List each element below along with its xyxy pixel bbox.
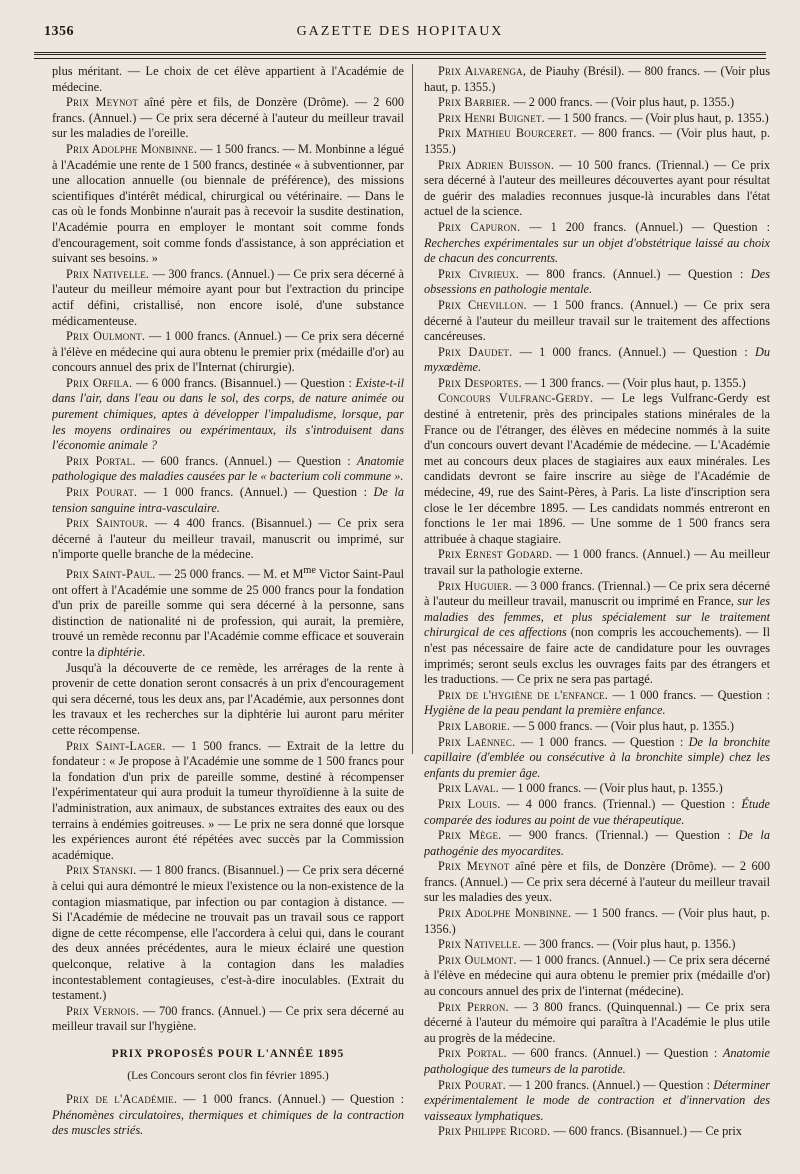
- prize-name: Prix Huguier.: [438, 578, 513, 593]
- prize-entry: [424, 220, 770, 267]
- prize-text: — 25 000 francs. — M. et M: [155, 567, 304, 582]
- prize-text: — 1 500 francs. — (Voir plus haut, p. 1355.): [544, 110, 769, 125]
- prize-text: — 1 500 francs. — M. Monbinne a légué à l'Académie une rente de 1 500 francs, destinée « à subventionner, par une allocation annuelle (ou biennale de préférence), des missions scientifiques d'intérêt médical, chirurgical ou vétérinaire. — Dans le cas où le fonds Monbinne n'aurait pas à recevoir la susdite destination, l'Académie pourra en employer le montant soit comme fonds d'encouragement, soit comme fonds d'assistance, à son appréciation et suivant ses besoins. »: [52, 141, 404, 266]
- prize-text: — 700 francs. (Annuel.) — Ce prix sera décerné au meilleur travail sur l'hygiène.: [52, 1003, 404, 1034]
- prize-name: Prix Desportes.: [438, 375, 522, 390]
- prize-text: — 1 000 francs. (Annuel.) — Question :: [137, 485, 374, 500]
- prize-entry: [424, 267, 770, 298]
- prize-name: Prix Adolphe Monbinne.: [66, 141, 198, 156]
- page-header: [34, 18, 766, 55]
- prize-entry: [424, 906, 770, 937]
- prize-name: Prix Philippe Ricord.: [438, 1124, 551, 1139]
- prize-question: diphtérie: [97, 645, 143, 660]
- prize-text: — 600 francs. (Annuel.) — Question :: [506, 1046, 723, 1061]
- prize-name: Prix Saint-Paul.: [66, 567, 156, 582]
- prize-entry: [52, 485, 404, 516]
- prize-name: Prix de l'Académie.: [66, 1092, 178, 1107]
- prize-text: — 10 500 francs. (Triennal.) — Ce prix sera décerné à l'auteur des meilleures découvertes ayant pour résultat de guérir des maladies reconnues jusque-là incurables dans l'état actuel de la science.: [424, 157, 770, 219]
- prize-name: Prix Pourat.: [66, 485, 138, 500]
- prize-text: — 4 400 francs. (Bisannuel.) — Ce prix sera décerné à l'auteur du meilleur travail, manuscrit ou imprimé, sur n'importe quelle branche de la médecine.: [52, 516, 404, 562]
- prize-entry: [52, 1092, 404, 1139]
- prize-text: — 1 000 francs. (Annuel.) — Question :: [177, 1092, 404, 1107]
- prize-entry: [424, 298, 770, 345]
- prize-entry: [424, 828, 770, 859]
- prize-name: Prix Louis.: [438, 796, 501, 811]
- prize-name: Prix Chevillon.: [438, 297, 527, 312]
- prize-text: — 1 000 francs. (Annuel.) — Au meilleur travail sur la pathologie externe.: [424, 547, 770, 577]
- prize-entry: [424, 781, 770, 797]
- prize-name: Prix Oulmont.: [66, 329, 146, 344]
- prize-text: — 300 francs. (Annuel.) — Ce prix sera décerné à l'auteur du meilleur mémoire ayant pour but l'extraction du principe actif défini, cristallisé, non encore isolé, d'une substance médicamenteuse.: [52, 266, 404, 328]
- prize-entry: [424, 797, 770, 828]
- prize-question: Recherches expérimentales sur un objet d'obstétrique laissé au choix de chacun des concurrents.: [424, 235, 770, 266]
- prize-text: — 6 000 francs. (Bisannuel.) — Question :: [132, 375, 356, 390]
- right-column: [424, 64, 770, 1154]
- prize-text: — 2 000 francs. — (Voir plus haut, p. 1355.): [510, 95, 735, 110]
- prize-name: Prix Nativelle.: [438, 937, 521, 952]
- prize-name: Prix Meynot: [66, 95, 139, 110]
- prize-entry: [52, 516, 404, 563]
- paragraph-text: Jusqu'à la découverte de ce remède, les arrérages de la rente à provenir de cette donation seront consacrés à un prix d'encouragement qui sera décerné, tous les deux ans, par l'Académie, aux personnes dont les travaux et les recherches sur la diphtérie lui auront paru mériter cette récompense.: [52, 660, 404, 738]
- prize-question: De la pathogénie des myocardites.: [424, 828, 770, 858]
- prize-entry: [424, 547, 770, 578]
- prize-name: Prix Vernois.: [66, 1003, 139, 1018]
- prize-name: Prix Mège.: [438, 828, 502, 843]
- prize-entry: [52, 267, 404, 329]
- prize-text: — 1 000 francs. — (Voir plus haut, p. 1355.): [498, 781, 723, 796]
- prize-entry: [52, 454, 404, 485]
- prize-name: Prix Civrieux.: [438, 266, 519, 281]
- prize-name: Prix Adolphe Monbinne.: [438, 906, 572, 921]
- header-rule: [34, 58, 766, 59]
- prize-text: (non compris les accouchements). — Il n'est pas nécessaire de faire acte de candidature pour les ouvrages imprimés; seront seuls exclus les ouvrages faits par des étrangers et les traductions. — Ce prix ne sera pas partagé.: [424, 625, 770, 687]
- prize-name: Prix Portal.: [438, 1046, 507, 1061]
- prize-entry: [424, 158, 770, 220]
- prize-text: — 600 francs. (Bisannuel.) — Ce prix: [550, 1124, 742, 1139]
- prize-question: Déterminer expérimentalement le mode de contraction et d'innervation des vaisseaux lymphatiques.: [424, 1077, 770, 1123]
- prize-name: Prix Laval.: [438, 781, 499, 796]
- prize-name: Prix Oulmont.: [438, 952, 517, 967]
- prize-text: — 300 francs. — (Voir plus haut, p. 1356.): [520, 937, 736, 952]
- prize-question: Anatomie pathologique des maladies causées par le « bacterium coli commune ».: [52, 453, 404, 484]
- prize-entry: [52, 376, 404, 454]
- prize-text: — 3 800 francs. (Quinquennal.) — Ce prix sera décerné à l'auteur du mémoire qui paraîtra à l'Académie le plus utile au progrès de la médecine.: [424, 999, 770, 1045]
- prize-text: — 5 000 francs. — (Voir plus haut, p. 1355.): [510, 718, 734, 733]
- prize-text: — 1 500 francs. (Annuel.) — Ce prix sera décerné à l'auteur du meilleur travail sur le traitement des affections cancéreuses.: [424, 297, 770, 344]
- prize-question: sur les maladies des femmes, et plus spécialement sur le traitement chirurgical de ces affections: [424, 594, 770, 640]
- prize-name: Prix Barbier.: [438, 95, 511, 110]
- prize-entry: [424, 1000, 770, 1047]
- section-subtitle: (Les Concours seront clos fin février 1895.): [127, 1069, 329, 1082]
- paragraph-text: plus méritant. — Le choix de cet élève appartient à l'Académie de médecine.: [52, 64, 404, 94]
- prize-entry: [52, 863, 404, 1003]
- prize-entry: [424, 376, 770, 392]
- prize-name: Prix Laborie.: [438, 718, 511, 733]
- prize-entry: [424, 1046, 770, 1077]
- prize-text: — 1 200 francs. (Annuel.) — Question :: [505, 1077, 714, 1092]
- prize-text: — 1 300 francs. — (Voir plus haut, p. 1355.): [521, 375, 746, 390]
- prize-name: Prix Henri Buignet.: [438, 110, 545, 125]
- prize-text: — Le legs Vulfranc-Gerdy est destiné à entretenir, près des principales stations minérales de la France ou de l'étranger, des élèves en médecine nommés à la suite d'un concours ouvert devant l'Académie de médecine. — L'Académie met au concours deux places de stagiaires aux eaux minérales. Les candidats devront se faire inscrire au siège de l'Académie de médecine, 49, rue des Saint-Pères, à Paris. La liste d'inscription sera close le 1er décembre 1895. — Les candidats nommés entreront en fonctions le 1er mai 1896. — Une somme de 1 500 francs sera attribuée à chaque stagiaire.: [424, 391, 770, 546]
- left-column: [52, 64, 404, 1154]
- prize-text: aîné père et fils, de Donzère (Drôme). — 2 600 francs. (Annuel.) — Ce prix sera décerné à l'auteur du meilleur travail sur les maladies de l'oreille.: [52, 95, 404, 141]
- prize-question: Étude comparée des iodures au point de vue thérapeutique.: [424, 796, 770, 827]
- prize-text: — 600 francs. (Annuel.) — Question :: [135, 453, 357, 468]
- prize-text: — 1 000 francs. (Annuel.) — Question :: [512, 344, 755, 359]
- page-number: 1356: [44, 24, 74, 39]
- prize-name: Prix Alvarenga: [438, 64, 523, 78]
- prize-text: — 1 500 francs. — Extrait de la lettre du fondateur : « Je propose à l'Académie une somme de 1 500 francs pour la fondation d'un prix de pareille somme, destiné à récompenser l'expérimentateur qui aura produit la tumeur thyroïdienne à la suite de l'administration, aux animaux, de substances extraites des eaux ou des terrains à endémies goitreuses. » — Le prix ne sera donné que lorsque les expériences auront été répétées avec succès par la Commission académique.: [52, 738, 404, 862]
- prize-name: Prix Stanski.: [66, 863, 137, 878]
- prize-name: Prix Adrien Buisson.: [438, 157, 555, 172]
- section-title: PRIX PROPOSÉS POUR L'ANNÉE 1895: [111, 1047, 345, 1060]
- prize-text: — 1 800 francs. (Bisannuel.) — Ce prix sera décerné à celui qui aura démontré le mieux l'existence ou la non-existence de la contagion miasmatique, par infection ou par contagion à distance. — Si l'Académie de médecine ne trouvait pas un travail sous ce rapport digne de cette récompense, elle l'accordera à celui qui, dans le courant des deux années précédentes, aura le mieux éclairé une question quelconque, relative à la contagion dans les maladies incontestablement contagieuses, c'est-à-dire inoculables. (Extrait du testament.): [52, 863, 404, 1003]
- prize-name: Prix Meynot: [438, 859, 510, 874]
- prize-text: — 800 francs. — (Voir plus haut, p. 1355.): [424, 126, 770, 156]
- prize-name: Prix Orfila.: [66, 375, 133, 390]
- prize-name: Prix Capuron.: [438, 219, 521, 234]
- prize-text: — 1 000 francs. (Annuel.) — Ce prix sera décerné à l'élève en médecine qui aura obtenu le premier prix (médaille d'or) au concours annuel des prix de l'internat (médecine).: [424, 952, 770, 999]
- prize-name: Prix Nativelle.: [66, 266, 150, 281]
- prize-entry: [424, 345, 770, 376]
- prize-text: — 900 francs. (Triennal.) — Question :: [501, 828, 739, 843]
- prize-entry: [52, 95, 404, 142]
- prize-entry: [424, 719, 770, 735]
- prize-text: — 1 200 francs. (Annuel.) — Question :: [520, 219, 770, 234]
- prize-entry: [424, 688, 770, 719]
- prize-question: Phénomènes circulatoires, thermiques et chimiques de la contraction des muscles striés.: [52, 1107, 404, 1138]
- prize-entry: [424, 391, 770, 547]
- prize-question: De la bronchite capillaire (d'emblée ou consécutive à la bronchite simple) chez les enfants du premier âge.: [424, 734, 770, 780]
- prize-name: Prix Saintour.: [66, 516, 149, 531]
- running-title: GAZETTE DES HOPITAUX: [296, 24, 504, 39]
- prize-entry: [52, 142, 404, 267]
- prize-entry: [424, 937, 770, 953]
- prize-text: — 1 000 francs. — Question :: [608, 687, 770, 702]
- prize-name: Prix Portal.: [66, 453, 136, 468]
- prize-entry: [424, 126, 770, 157]
- superscript: me: [303, 565, 316, 576]
- prize-name: Prix Perron.: [438, 999, 509, 1014]
- prize-name: Concours Vulfranc-Gerdy.: [438, 391, 594, 406]
- paragraph: [52, 661, 404, 739]
- prize-text: — 3 000 francs. (Triennal.) — Ce prix sera décerné à l'auteur du meilleur travail, manuscrit ou imprimé en France,: [424, 578, 770, 609]
- prize-name: Prix Ernest Godard.: [438, 547, 553, 562]
- prize-name: Prix Pourat.: [438, 1077, 506, 1092]
- prize-text: — 800 francs. (Annuel.) — Question :: [518, 266, 751, 281]
- paragraph: [52, 64, 404, 95]
- prize-entry: [424, 859, 770, 906]
- prize-text: — 1 500 francs. — (Voir plus haut, p. 1356.): [424, 906, 770, 936]
- prize-name: Prix Saint-Lager.: [66, 738, 166, 753]
- prize-name: Prix Daudet.: [438, 344, 513, 359]
- prize-question: De la tension sanguine intra-vasculaire.: [52, 485, 404, 515]
- prize-entry: [424, 1124, 770, 1140]
- prize-question: Existe-t-il dans l'air, dans l'eau ou dans le sol, des corps, de nature animée ou purement chimiques, aptes à développer l'impaludisme, lorsque, par les moyens ordinaires ou expérimentaux, ils s'introduisent dans l'économie animale ?: [52, 375, 404, 453]
- prize-entry: [52, 329, 404, 376]
- prize-name: Prix Laënnec.: [438, 734, 516, 749]
- prize-entry: [424, 953, 770, 1000]
- prize-text: aîné père et fils, de Donzère (Drôme). — 2 600 francs. (Annuel.) — Ce prix sera décerné à l'auteur du meilleur travail sur les maladies des yeux.: [424, 859, 770, 905]
- prize-text: — 1 000 francs. (Annuel.) — Ce prix sera décerné à l'élève en médecine qui aura obtenu le premier prix (médaille d'or) au concours annuel des prix de l'Internat (chirurgie).: [52, 329, 404, 375]
- prize-text: Victor Saint-Paul ont offert à l'Académie une somme de 25 000 francs pour la fondation d'un prix de pareille somme qui sera décerné à la personne, sans distinction de nationalité ni de profession, qui aurait, la première, trouvé un remède reconnu par l'Académie comme efficace et souverain contre la: [52, 567, 404, 660]
- prize-name: Prix de l'hygiène de l'enfance.: [438, 687, 609, 702]
- prize-entry: [52, 563, 404, 661]
- prize-question: Hygiène de la peau pendant la première enfance.: [424, 703, 666, 718]
- prize-entry: [52, 739, 404, 864]
- prize-entry: [424, 1078, 770, 1125]
- prize-entry: [424, 579, 770, 688]
- prize-entry: [424, 111, 770, 127]
- prize-text: .: [142, 645, 146, 660]
- prize-question: Du myxœdème.: [424, 344, 770, 375]
- prize-question: Des obsessions en pathologie mentale.: [424, 266, 770, 297]
- prize-entry: [424, 64, 770, 95]
- column-divider: [412, 64, 413, 754]
- prize-entry: [52, 1004, 404, 1035]
- prize-text: — 4 000 francs. (Triennal.) — Question :: [500, 796, 742, 811]
- prize-entry: [424, 735, 770, 782]
- prize-entry: [424, 95, 770, 111]
- prize-question: Anatomie pathologique des tumeurs de la parotide.: [424, 1046, 770, 1076]
- prize-name: Prix Mathieu Bourceret.: [438, 126, 577, 141]
- prize-text: — 1 000 francs. — Question :: [515, 734, 689, 749]
- prize-text: , de Piauhy (Brésil). — 800 francs. — (Voir plus haut, p. 1355.): [424, 64, 770, 94]
